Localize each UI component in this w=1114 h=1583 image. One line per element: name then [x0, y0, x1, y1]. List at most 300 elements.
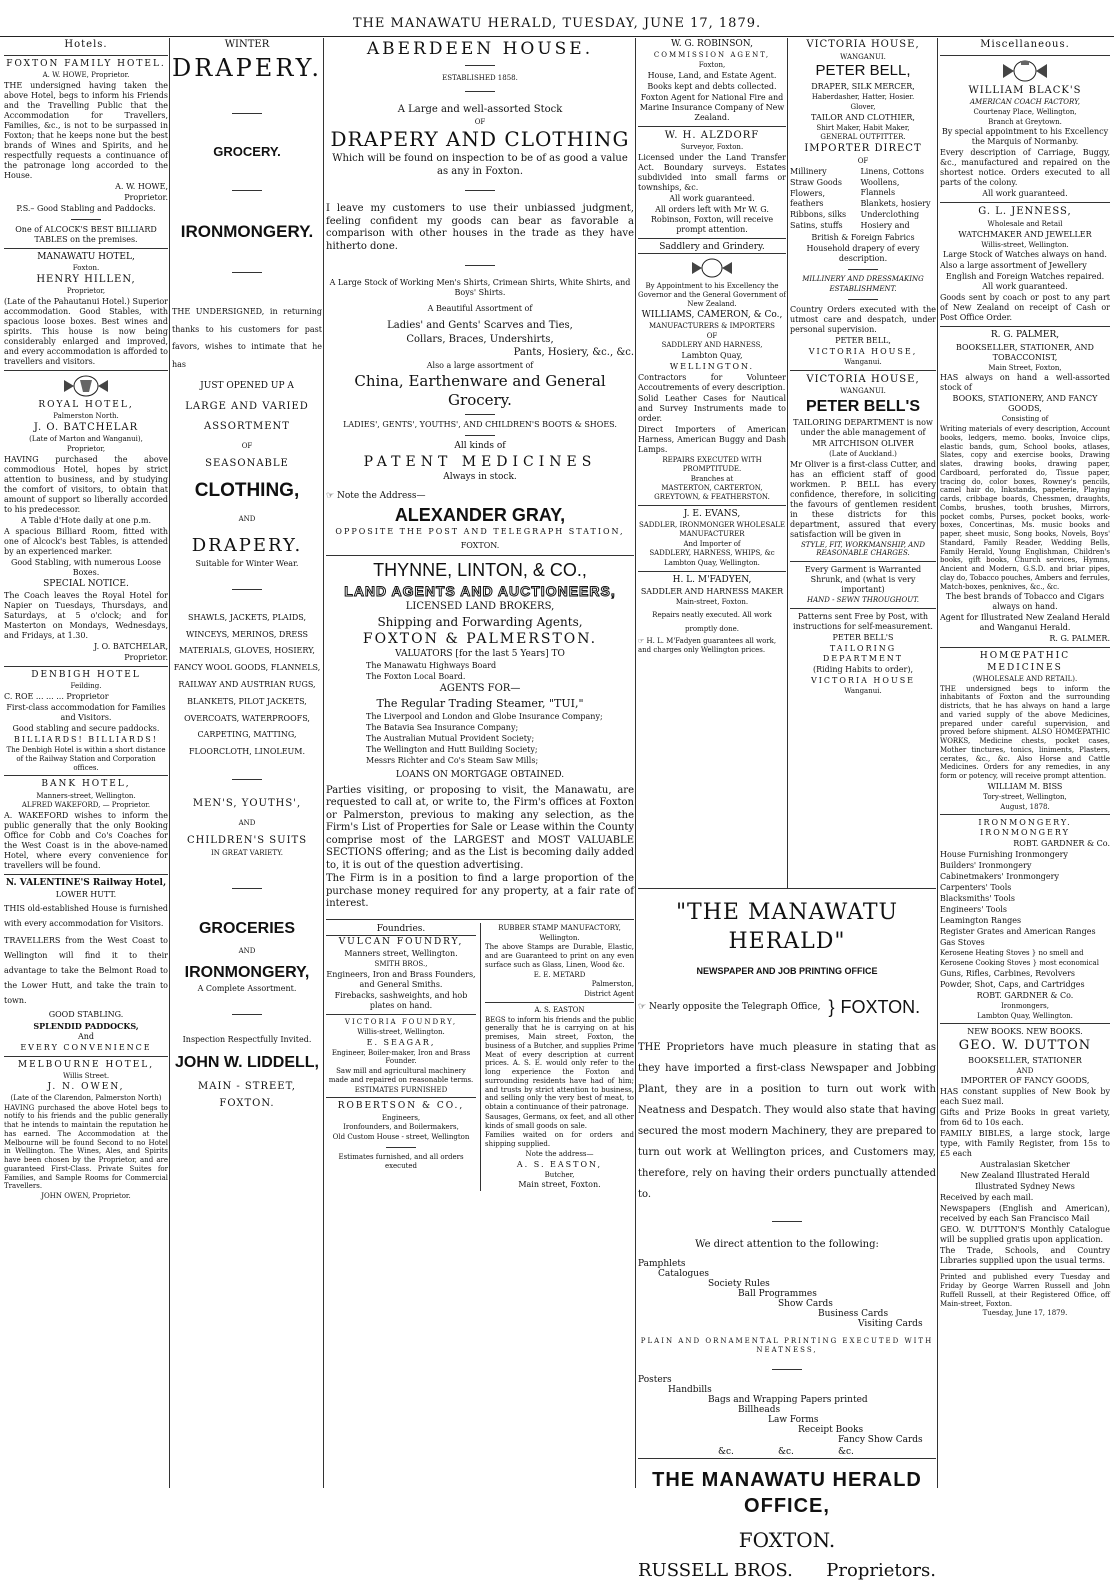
divider — [4, 775, 168, 776]
ad-body: The Firm is in a position to find a large proportion of the purchase money required for any property, at a fair rate of interest. — [326, 873, 634, 910]
ad-text: The Denbigh Hotel is within a short distance of the Railway Station and Corporation offices. — [6, 746, 166, 772]
ad-text: Lambton Quay, Wellington. — [977, 1011, 1073, 1020]
ad-text: And — [77, 1031, 95, 1041]
ad-text: IMPORTER OF FANCY GOODS, — [960, 1076, 1090, 1086]
ad-text: Manners street, Wellington. — [344, 949, 458, 959]
ad-heading: J. O. BATCHELAR — [33, 421, 139, 433]
ad-text: REPAIRS EXECUTED WITH PROMPTITUDE. — [662, 456, 762, 473]
ad-text: SPLENDID PADDOCKS, — [33, 1020, 139, 1031]
ad-heading: RUBBER STAMP MANUFACTORY, — [498, 923, 621, 932]
agent-item: The Wellington and Hutt Building Society; — [366, 744, 538, 754]
divider — [232, 190, 262, 191]
divider — [940, 326, 1110, 327]
divider — [232, 272, 262, 273]
royal-crest-icon — [995, 59, 1055, 83]
ad-text: Main Street, Foxton, — [988, 363, 1062, 372]
ad-text: Suitable for Winter Wear. — [195, 558, 299, 568]
ad-signature: Proprietor. — [124, 192, 168, 202]
ad-body: TRAVELLERS from the West Coast to Wellington will find it to their advantage to take the Belmont Road to the Lower Hutt, and take the train to town. — [4, 935, 168, 1006]
ad-signature: WILLIAM M. BISS — [987, 781, 1063, 791]
ad-heading: FOXTON & PALMERSTON. — [362, 630, 598, 647]
ad-text: Australasian Sketcher — [980, 1160, 1070, 1170]
ad-body: The above Stamps are Durable, Elastic, and are Guaranteed to print on any even surface such as Glass, Linen, Wood &c. — [485, 943, 634, 969]
column-rule — [937, 38, 938, 1488]
ad-body: Parties visiting, or proposing to visit, the Manawatu, are requested to call at, or write to, the Firm's offices at Foxton or Palmerston, previous to making any selection, as the Firm's List of Properties for Sale or Lease within the County comprise most of the LARGEST and MOST VALUABLE SECTIONS offering; and as the List is becoming daily added to, it is out of the question advertising. — [326, 784, 634, 871]
divider — [485, 1002, 634, 1003]
ad-text: First-class accommodation for Families and Visitors. — [6, 703, 166, 722]
list-item: &c. — [718, 1447, 734, 1458]
ad-text: Direct Importers of American Harness, American Buggy and Dash Lamps. — [638, 425, 786, 454]
ad-heading: DRAPERY AND CLOTHING — [330, 127, 630, 152]
ad-heading: VICTORIA FOUNDRY, — [344, 1018, 458, 1026]
ad-heading: VICTORIA HOUSE, — [806, 39, 920, 50]
ad-heading: BANK HOTEL, — [41, 779, 131, 790]
ad-text: Always in stock. — [443, 472, 517, 482]
ad-heading: MANAWATU HOTEL, — [37, 251, 135, 262]
ad-text: Sausages, Germans, ox feet, and all other kinds of small goods on sale. — [485, 1112, 634, 1130]
ad-text: C. ROE ... ... ... Proprietor — [4, 692, 109, 701]
ad-text: Note the address— — [525, 1149, 594, 1158]
ad-heading: GROCERIES — [198, 919, 295, 937]
ad-text: Newspapers (English and American), received by each San Francisco Mail — [940, 1204, 1110, 1224]
ad-text: GENERAL OUTFITTER. — [820, 133, 906, 142]
divider — [386, 1147, 416, 1148]
ad-text: OF — [857, 156, 869, 165]
ad-text: Surveyor, Foxton. — [680, 143, 744, 152]
list-item: Ribbons, silks — [790, 210, 847, 220]
goods-list-left — [790, 166, 860, 232]
ad-heading: DRAPERY. — [172, 53, 323, 82]
ad-text: HAND - SEWN THROUGHOUT. — [806, 596, 920, 604]
ad-text: And Importer of — [683, 539, 741, 548]
herald-office-ad — [638, 888, 936, 1582]
column-miscellaneous — [940, 38, 1110, 1488]
ad-text: STYLE, FIT, WORKMANSHIP, AND REASONABLE CHARGES. — [801, 540, 925, 558]
ad-body: Every description of Carriage, Buggy, &c., manufactured and repaired on the shortest notice. Orders executed to all parts of the colony. — [940, 148, 1110, 188]
ad-text: AND — [238, 514, 256, 523]
ad-text: BOOKS, STATIONERY, AND FANCY GOODS, — [952, 394, 1098, 414]
ad-heading: J. N. OWEN, — [47, 1081, 125, 1092]
ad-heading: IRONMONGERY. IRONMONGERY — [978, 818, 1072, 838]
ad-text: IN GREAT VARIETY. — [210, 848, 284, 857]
list-item: Catalogues — [658, 1269, 710, 1280]
ad-body: HAVING purchased the above Hotel begs to notify to his friends and the public generally that he intends to maintain the reputation he has earned. The Accommodation at the Melbourne will be found Second to no Hotel in Wellington. The Wines, Ales, and Spirits have been chosen by the Proprietor, and are guaranteed First-Class. Private Suites for Families, and Sample Rooms for Commercial Travellers. — [4, 1103, 168, 1191]
ad-heading: MELBOURNE HOTEL, — [17, 1059, 155, 1070]
divider — [638, 888, 936, 889]
divider — [232, 589, 262, 590]
ad-text: Repairs neatly executed. All work promptly done. — [652, 610, 772, 633]
ad-text: Lambton Quay, Wellington. — [664, 559, 760, 567]
ad-text: Engineers, — [381, 1113, 421, 1122]
ad-text: MR AITCHISON OLIVER — [812, 438, 914, 448]
ad-text: Ironmongers, — [1001, 1001, 1049, 1010]
ad-text: WANGANUI. — [840, 387, 886, 395]
divider — [465, 91, 495, 92]
ad-text: We direct attention to the following: — [695, 1239, 879, 1251]
ad-heading: N. VALENTINE'S Railway Hotel, — [5, 878, 167, 888]
pointing-hand-icon: ☞ — [326, 491, 337, 502]
ad-text: New Zealand Illustrated Herald — [960, 1171, 1090, 1181]
ad-text: OPPOSITE THE POST AND TELEGRAPH STATION, — [335, 527, 625, 536]
ad-text: ASSORTMENT — [204, 421, 290, 433]
ad-text: Foxton Agent for National Fire and Marine Insurance Company of New Zealand. — [639, 92, 785, 122]
divider — [638, 126, 786, 127]
herald-body: THE Proprietors have much pleasure in stating that as they have imported a first-class Newspaper and Jobbing Plant, they are in a position to turn out work with Neatness and Despatch. They would also state that having secured the most modern Machinery, they are prepared to turn out work at Wellington prices, and Customers may, therefore, rely on having their orders punctually attended to. — [638, 1042, 936, 1201]
ad-text: Good Stabling, with numerous Loose Boxes. — [11, 557, 161, 577]
ad-text: Branch at Greytown. — [988, 117, 1062, 126]
ad-text: All orders left with Mr W. G. Robinson, Foxton, will receive prompt attention. — [650, 205, 774, 234]
ad-heading: J. E. EVANS, — [683, 508, 741, 519]
ad-heading: R. G. PALMER, — [990, 330, 1060, 341]
masthead: THE MANAWATU HERALD, TUESDAY, JUNE 17, 1879. — [0, 16, 1114, 37]
ad-heading: GROCERY. — [213, 143, 281, 159]
ad-heading: ABERDEEN HOUSE. — [366, 39, 594, 59]
ad-text: LOANS ON MORTGAGE OBTAINED. — [395, 769, 565, 780]
ad-text: SMITH BROS., — [374, 960, 428, 969]
ad-heading: SPECIAL NOTICE. — [43, 578, 129, 589]
ad-signature: Proprietor. — [124, 653, 168, 662]
ad-text: AND — [238, 946, 256, 955]
ad-text: LICENSED LAND BROKERS, — [405, 601, 555, 612]
ad-text: Agent for Illustrated New Zealand Herald and Wanganui Herald. — [940, 613, 1110, 633]
ad-text: H. L. M'Fadyen guarantees all work, and charges only Wellington prices. — [638, 636, 777, 654]
list-item: Satins, stuffs — [790, 221, 843, 231]
ad-text: All work guaranteed. — [669, 194, 755, 203]
list-item: Pamphlets — [638, 1259, 686, 1270]
section-title: Miscellaneous. — [980, 39, 1070, 50]
ad-text: HAS always on hand a well-assorted stock of — [940, 373, 1110, 393]
column-hotels — [4, 38, 168, 1488]
ad-text: Blacksmiths' Tools — [940, 894, 1016, 904]
column-rule — [635, 38, 636, 1488]
ad-text: E. E. METARD — [533, 970, 586, 979]
ad-text: Received by each mail. — [940, 1193, 1034, 1203]
brace: } — [828, 996, 835, 1017]
print-list-2 — [638, 1375, 936, 1458]
list-item: Straw Goods — [790, 178, 842, 188]
list-item: Ball Programmes — [738, 1289, 817, 1300]
list-item: Billheads — [738, 1405, 781, 1416]
ad-text: District Agent — [584, 990, 634, 998]
ad-text: Collars, Braces, Undershirts, — [406, 333, 554, 345]
ad-body: I leave my customers to use their unbiassed judgment, feeling confident my goods can bear as favorable a comparison with other houses in the trade as they have hitherto done. — [326, 203, 634, 252]
divider — [465, 435, 495, 436]
ad-text: Willis Street. — [62, 1071, 110, 1080]
divider — [790, 370, 936, 371]
ad-text: Which will be found on inspection to be of as good a value as any in Foxton. — [332, 153, 628, 177]
ad-text: WANGANUI. — [840, 52, 886, 61]
ad-text: Books kept and debts collected. — [647, 81, 777, 91]
ad-text: Saw mill and agricultural machinery made and repaired on reasonable terms. — [328, 1067, 474, 1084]
ad-text: Gifts and Prize Books in great variety, from 6d to 10s each. — [940, 1108, 1110, 1128]
ad-text: Pants, Hosiery, &c., &c. — [513, 347, 634, 359]
ad-text: A Table d'Hote daily at one p.m. — [20, 515, 151, 525]
ad-text: TAILORING DEPARTMENT — [822, 643, 904, 663]
ad-text: OF — [706, 331, 718, 340]
divider — [232, 779, 262, 780]
ad-text: House Furnishing Ironmongery — [940, 850, 1068, 860]
ad-text: Contractors for Volunteer Accoutrements of every description. — [638, 373, 786, 392]
ad-text: Lambton Quay, — [681, 351, 743, 360]
ad-text: JUST OPENED UP A — [200, 381, 294, 392]
column-rule — [169, 38, 170, 1488]
divider — [940, 1023, 1110, 1024]
agent-item: The Batavia Sea Insurance Company; — [366, 722, 519, 732]
ad-text: Good stabling and secure paddocks. — [12, 724, 160, 733]
divider — [326, 1097, 476, 1098]
herald-title: "THE MANAWATU HERALD" — [675, 900, 899, 954]
section-title: Hotels. — [64, 39, 108, 50]
ad-text: ALFRED WAKEFORD, — Proprietor. — [21, 801, 151, 810]
goods-list-right — [860, 166, 936, 232]
ad-heading: DENBIGH HOTEL — [31, 670, 141, 680]
ad-body: THE undersigned having taken the above Hotel, begs to inform his Friends and the Travelling Public that the Accommodation for Travellers, Families, &c., is not to be surpassed in Foxton; that he keeps none but the best brands of Wines and Spirits, and he respectfully requests a continuance of the patronage long accorded to the House. — [4, 80, 168, 180]
ad-text: Willis-street, Wellington. — [357, 1027, 445, 1036]
divider — [848, 299, 878, 300]
ad-signature: J. O. BATCHELAR, — [94, 642, 168, 651]
ad-heading: NEW BOOKS. NEW BOOKS. — [967, 1027, 1083, 1037]
mcfadyen-guarantee — [638, 637, 786, 655]
divider — [4, 874, 168, 875]
herald-foxton: FOXTON. — [840, 996, 921, 1017]
ad-text: Glover, — [850, 102, 876, 111]
ad-text: Engineers' Tools — [940, 905, 1007, 915]
column-rule — [323, 38, 324, 1488]
agent-item: The Australian Mutual Provident Society; — [366, 733, 535, 743]
ad-text: One of ALCOCK'S BEST BILLIARD TABLES on the premises. — [15, 224, 157, 244]
ad-text: Manners-street, Wellington. — [36, 791, 136, 800]
ad-text: Powder, Shot, Caps, and Cartridges — [940, 979, 1085, 989]
ad-text: Also a large assortment of Jewellery — [940, 261, 1087, 271]
ad-text: OF — [474, 117, 486, 126]
divider — [940, 647, 1110, 648]
ad-heading: VULCAN FOUNDRY, — [338, 937, 464, 947]
ad-text: BOOKSELLER, STATIONER — [968, 1055, 1082, 1065]
divider — [465, 190, 495, 191]
royal-crest-icon — [56, 374, 116, 398]
list-item: Underclothing — [860, 210, 920, 220]
divider — [465, 414, 495, 415]
ad-body: HAVING purchased the above commodious Hotel, hopes by strict attention to business, and by studying the comfort of visitors, to obtain that amount of support so liberally accorded to his predecessor. — [4, 454, 168, 514]
ad-text: Guns, Rifles, Carbines, Revolvers — [940, 968, 1076, 978]
ad-text: E. SEAGAR, — [366, 1037, 436, 1047]
ad-text: ESTABLISHMENT. — [829, 285, 897, 293]
ad-text: GEO. W. DUTTON'S Monthly Catalogue will be supplied gratis upon application. — [940, 1225, 1110, 1245]
list-item: &c. — [778, 1447, 794, 1458]
ad-body: THE UNDERSIGNED, in returning thanks to his customers for past favors, wishes to intimate that he has — [172, 307, 322, 369]
divider — [326, 919, 634, 920]
ad-text: Feilding. — [70, 682, 102, 691]
list-item: Visiting Cards — [858, 1319, 923, 1330]
ad-text: (Late of the Clarendon, Palmerston North) — [10, 1093, 162, 1102]
divider — [638, 505, 786, 506]
ad-heading: H. L. M'FADYEN, — [672, 574, 752, 585]
ad-heading: CLOTHING, — [194, 479, 300, 501]
ad-text: Kerosene Heating Stoves } no smell and — [940, 949, 1084, 958]
list-item: Show Cards — [778, 1299, 833, 1310]
ad-text: MILLINERY AND DRESSMAKING — [802, 275, 924, 284]
goods-list — [790, 166, 936, 232]
ad-signature: PETER BELL'S — [832, 632, 894, 642]
ad-body: Country Orders executed with the utmost care and despatch, under personal supervision. — [790, 304, 936, 334]
imprint: Printed and published every Tuesday and Friday by George Warren Russell and John Ruffell Russell, at their Registered Office, off Main-street, Foxton. — [940, 1273, 1110, 1308]
ad-text: AGENTS FOR— — [439, 683, 521, 695]
ad-signature: JOHN OWEN, Proprietor. — [41, 1192, 131, 1201]
herald-foxton: FOXTON. — [738, 1528, 836, 1553]
ad-text: A Large and well-assorted Stock — [397, 104, 563, 115]
ad-text: HAS constant supplies of New Book by each Suez mail. — [940, 1087, 1110, 1107]
ad-text: AND — [1016, 1066, 1034, 1075]
herald-proprietors: Proprietors. — [826, 1560, 936, 1582]
section-title: Saddlery and Grindery. — [638, 242, 786, 254]
ad-text: Every Garment is Warranted Shrunk, and (what is very important) — [804, 565, 922, 594]
divider — [772, 1369, 802, 1370]
ad-text: Branches at — [690, 474, 734, 483]
ad-text: Haberdasher, Hatter, Hosier. — [811, 93, 915, 101]
list-item: Handbills — [668, 1385, 712, 1396]
ad-text: OF — [241, 441, 253, 450]
divider — [638, 571, 786, 572]
ad-text: Foxton. — [72, 263, 100, 272]
ad-text: Household drapery of every description. — [806, 244, 920, 264]
ad-text: P.S.– Good Stabling and Paddocks. — [16, 203, 156, 213]
herald-subtitle: NEWSPAPER AND JOB PRINTING OFFICE — [696, 966, 878, 977]
ad-body: The Coach leaves the Royal Hotel for Napier on Tuesdays, Thursdays, and Saturdays, at 5 o'clock; and for Masterton on Mondays, Wednesdays, and Fridays, at 1.30. — [4, 591, 168, 640]
ad-text: SEASONABLE — [205, 458, 289, 470]
ad-heading: ALEXANDER GRAY, — [394, 504, 566, 525]
ad-heading: COMMISSION AGENT, — [653, 51, 771, 60]
ad-text: Gas Stoves — [940, 938, 985, 948]
ad-heading: China, Earthenware and General Grocery. — [354, 371, 606, 409]
divider — [638, 238, 786, 239]
ad-text: Firebacks, sashweights, and hob plates on hand. — [334, 991, 468, 1010]
print-list-1 — [638, 1259, 936, 1330]
divider — [790, 608, 936, 609]
column-peter-bell — [790, 38, 936, 888]
ad-text: TAILOR AND CLOTHIER, — [811, 112, 915, 122]
ad-text: Also a large assortment of — [426, 360, 534, 370]
divider — [848, 269, 878, 270]
section-title: Foundries. — [326, 924, 476, 936]
ad-text: WELLINGTON. — [669, 362, 755, 371]
ad-text: SADDLER, IRONMONGER WHOLESALE MANUFACTURER — [638, 521, 786, 538]
ad-heading: FOXTON FAMILY HOTEL. — [6, 58, 166, 69]
ad-text: Carpenters' Tools — [940, 883, 1012, 893]
ad-signature: ROBT. GARDNER & Co. — [976, 990, 1074, 1000]
ad-text: WINTER — [224, 39, 270, 50]
ad-text: ESTIMATES FURNISHED — [354, 1085, 448, 1094]
agent-item: Messrs Richter and Co's Steam Saw Mills; — [366, 755, 539, 765]
list-item: Millinery — [790, 167, 827, 177]
ad-text: Palmerston, — [591, 980, 634, 989]
divider — [71, 219, 101, 220]
ad-heading: IRONMONGERY. — [180, 221, 314, 241]
ad-heading: HOMŒPATHIC MEDICINES — [979, 651, 1071, 673]
ad-heading: IMPORTER DIRECT — [804, 143, 922, 154]
ad-text: Wanganui. — [844, 686, 882, 695]
column-liddell — [172, 38, 322, 1488]
ad-text: Willis-street, Wellington. — [981, 240, 1069, 249]
divider — [232, 888, 262, 889]
list-item: Flowers, feathers — [790, 189, 825, 209]
imprint-date: Tuesday, June 17, 1879. — [982, 1309, 1068, 1318]
ad-text: Engineers, Iron and Brass Founders, and General Smiths. — [326, 970, 476, 989]
ad-body: (Late of the Pahautanui Hotel.) Superior accommodation. Good Stables, with spacious loose boxes. Best wines and spirits. This house is now being considerably enlarged and improved, and every accommodation is afforded to travellers and visitors. — [4, 296, 168, 366]
ad-text: Ladies' and Gents' Scarves and Ties, — [387, 320, 573, 332]
list-item: Receipt Books — [798, 1425, 864, 1436]
ad-heading: G. L. JENNESS, — [978, 206, 1072, 218]
ad-text: Old Custom House - street, Wellington — [332, 1133, 470, 1141]
ad-heading: GEO. W. DUTTON — [958, 1038, 1092, 1054]
divider — [940, 55, 1110, 56]
ad-heading: SADDLER AND HARNESS MAKER — [640, 587, 784, 596]
list-item: &c. — [838, 1447, 854, 1458]
ad-text: MEN'S, YOUTHS', — [192, 798, 302, 810]
ad-text: ESTABLISHED 1858. — [442, 74, 518, 83]
ad-text: All work guaranteed. — [982, 189, 1068, 199]
ad-text: A Complete Assortment. — [197, 984, 297, 994]
ad-text: Builders' Ironmongery — [940, 861, 1032, 871]
ad-text: Large Stock of Watches always on hand. — [943, 250, 1107, 260]
ad-text: MASTERTON, CARTERTON, GREYTOWN, & FEATHERSTON. — [654, 484, 770, 501]
ad-text: Families waited on for orders and shipping supplied. — [485, 1131, 634, 1148]
ad-text: Leamington Ranges — [940, 916, 1022, 926]
ad-proprietor: A. W. HOWE, Proprietor. — [42, 70, 130, 79]
ad-text: SADDLERY, HARNESS, WHIPS, &c — [649, 549, 775, 558]
ad-text: Proprietor, — [66, 445, 106, 453]
foundries-section — [326, 923, 481, 1192]
ad-body: THE undersigned begs to inform the inhabitants of Foxton and the surrounding districts, that he has always on hand a large and varied supply of the above Medicines, prepared under careful supervision, and proved before shipment. ALSO HOMŒPATHIC WORKS, Medicine chests, pocket cases, Mother tinctures, tonics, liniments, Plasters, cerates, &c., &c. Also Horse and Cattle Medicines. Orders for any remedies, in any form or potency, will receive prompt attention. — [940, 684, 1110, 780]
ad-text: Estimates furnished, and all orders executed — [338, 1152, 464, 1170]
ad-body: Mr Oliver is a first-class Cutter, and has an efficient staff of good workmen. P. BELL has every confidence, therefore, in soliciting the favours of gentlemen resident in these districts for this department, assured that every satisfaction will be given in — [790, 459, 936, 539]
ad-text: Shipping and Forwarding Agents, — [377, 614, 583, 629]
ad-text: FOXTON. — [219, 1097, 275, 1109]
ad-text: VICTORIA HOUSE — [810, 675, 916, 685]
ad-text: VALUATORS [for the last 5 Years] TO — [395, 649, 565, 659]
herald-office-title: THE MANAWATU HERALD OFFICE, — [652, 1469, 922, 1518]
ad-text: House, Land, and Estate Agent. — [647, 70, 777, 80]
ad-text: (WHOLESALE AND RETAIL). — [972, 674, 1078, 683]
herald-address — [638, 996, 936, 1019]
ad-text: All kinds of — [454, 441, 506, 452]
ad-text: Register Grates and American Ranges — [940, 927, 1096, 937]
ad-text: (Late of Auckland.) — [829, 449, 897, 458]
ad-text: TAILORING DEPARTMENT is now under the able management of — [793, 417, 933, 437]
ad-body: A. WAKEFORD wishes to inform the public generally that the only Booking Office for Cobb and Co's Coaches for the West Coast is in the above-named Hotel, where every convenience for travellers will be found. — [4, 811, 168, 870]
ad-text: BILLIARDS! BILLIARDS! — [13, 735, 158, 744]
ad-text: A Beautiful Assortment of — [427, 304, 533, 314]
ad-text: MAIN - STREET, — [198, 1081, 296, 1093]
ad-heading: LAND AGENTS AND AUCTIONEERS, — [344, 582, 616, 599]
ad-text: The Regular Trading Steamer, "TUI," — [376, 696, 584, 710]
ad-text: Palmerston North. — [53, 412, 119, 420]
ad-signature: A. W. HOWE, — [115, 181, 168, 191]
divider — [4, 1056, 168, 1057]
ad-text: Patterns sent Free by Post, with instructions for self-measurement. — [793, 611, 933, 631]
note-address — [326, 491, 634, 502]
divider — [326, 555, 634, 556]
divider — [940, 202, 1110, 203]
list-item: Bags and Wrapping Papers printed — [708, 1395, 868, 1406]
ad-text: LARGE AND VARIED — [185, 400, 309, 412]
rubber-easton-section — [481, 923, 634, 1192]
ad-text: A spacious Billiard Room, fitted with one of Alcock's best Tables, is attended by an experienced marker. — [4, 526, 168, 556]
ad-body: BEGS to inform his friends and the public generally that he is carrying on at his premises, Main street, Foxton, the business of a Butcher, and supplies Prime Meat of every description at current prices. A. S. E. would only refer to the long experience the Foxton and surrounding residents have had of him; and trusts by strict attention to business, and selling only the very best of meat, to obtain a continuance of their patronage. — [485, 1015, 634, 1111]
ad-heading: HENRY HILLEN, — [36, 273, 136, 285]
ad-text: DRAPER, SILK MERCER, — [811, 82, 915, 91]
ad-list: SHAWLS, JACKETS, PLAIDS, WINCEYS, MERINOS, DRESS MATERIALS, GLOVES, HOSIERY, FANCY WOOL GOODS, FLANNELS, RAILWAY AND AUSTRIAN RUGS, BLANKETS, PILOT JACKETS, OVERCOATS, WATERPROOFS, CARPETING, MATTING, FLOORCLOTH, LINOLEUM. — [173, 612, 321, 757]
ad-signature: PETER BELL, — [835, 335, 891, 345]
